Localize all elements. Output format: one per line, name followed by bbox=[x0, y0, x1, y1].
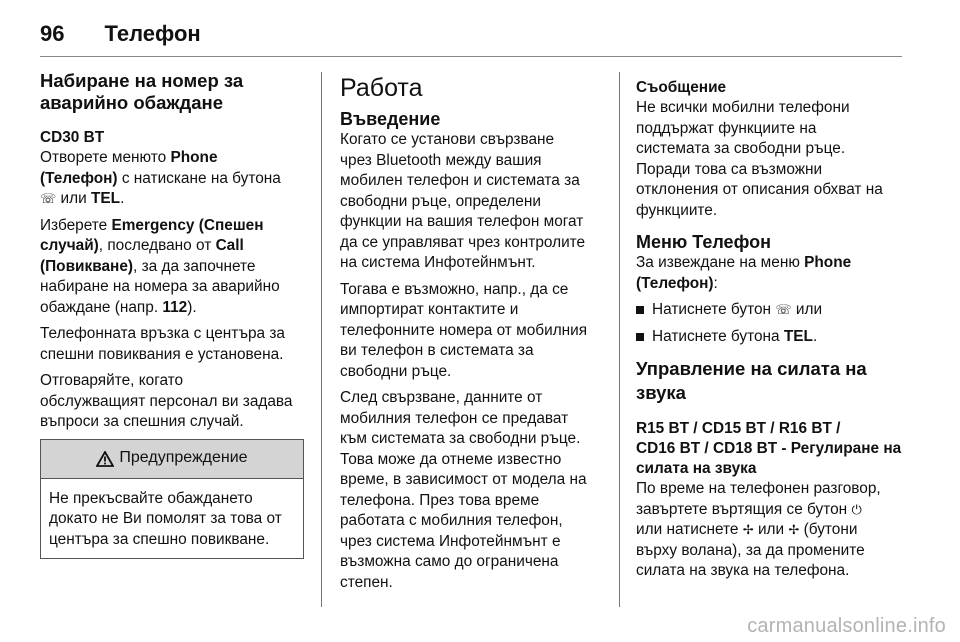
phone-menu-intro: За извеждане на меню Phone (Телефон): bbox=[636, 254, 852, 292]
emergency-paragraph-1: Отворете менюто Phone (Телефон) с натискане на бутона ☏ или TEL. bbox=[40, 148, 304, 210]
note-text: Не всички мобилни телефони поддържат функциите на системата за свободни ръце. Поради това са възможни отклонения от описания обхват на функциите. bbox=[636, 99, 883, 219]
warning-text: Не прекъсвайте обаждането докато не Ви помолят за това от центъра за спешно повикване. bbox=[49, 489, 282, 548]
note-title: Съобщение bbox=[636, 79, 727, 96]
intro-paragraph-2: Тогава е възможно, напр., да се импортират контактите и телефонните номера от мобилния ви телефон в системата за свободни ръце. bbox=[340, 280, 588, 380]
phone-icon: ☏ bbox=[775, 302, 792, 317]
power-knob-icon: ⏻ bbox=[851, 501, 862, 517]
chapter-title: Телефон bbox=[104, 21, 201, 46]
column-middle bbox=[340, 70, 604, 599]
list-item: Натиснете бутон ☏ или bbox=[636, 300, 904, 321]
header-divider bbox=[40, 56, 902, 57]
column-right bbox=[636, 70, 904, 588]
volume-heading: Управление на силата на звука bbox=[636, 358, 867, 403]
phone-icon: ☏ bbox=[40, 191, 57, 206]
volume-subheading: R15 BT / CD15 BT / R16 BT / CD16 BT / CD18 BT - Регулиране на силата на звука bbox=[636, 420, 902, 477]
emergency-paragraph-3: Телефонната връзка с центъра за спешни повиквания е установена. bbox=[40, 325, 285, 363]
intro-paragraph-1: Когато се установи свързване чрез Bluetooth между вашия мобилен телефон и системата за свободни ръце, определени функции на вашия телефон могат да се управляват чрез контролите на система Инфотейнмънт. bbox=[340, 131, 586, 271]
page-header bbox=[40, 14, 902, 54]
warning-box bbox=[40, 439, 304, 560]
volume-up-icon: ✢ bbox=[742, 522, 754, 537]
column-divider-1 bbox=[321, 72, 322, 607]
emergency-paragraph-2: Изберете Emergency (Спешен случай), последвано от Call (Повикване), за да започнете набиране на номера за аварийно обаждане (напр. 112). bbox=[40, 216, 280, 316]
cd30-subheading: CD30 BT bbox=[40, 129, 105, 146]
phone-menu-heading: Меню Телефон bbox=[636, 232, 771, 252]
column-divider-2 bbox=[619, 72, 620, 607]
warning-title: Предупреждение bbox=[119, 449, 248, 467]
warning-header bbox=[41, 440, 303, 479]
watermark: carmanualsonline.info bbox=[747, 615, 946, 637]
phone-menu-list bbox=[636, 300, 904, 347]
column-left bbox=[40, 70, 304, 559]
page-number: 96 bbox=[40, 21, 65, 46]
volume-down-icon: ✢ bbox=[788, 522, 800, 537]
emergency-paragraph-4: Отговаряйте, когато обслужващият персонал ви задава въпроси за спешния случай. bbox=[40, 372, 293, 430]
operation-heading: Работа bbox=[340, 74, 423, 102]
emergency-call-heading: Набиране на номер за аварийно обаждане bbox=[40, 70, 244, 113]
volume-text: По време на телефонен разговор, завъртете въртящия се бутон ⏻ или натиснете ✢ или ✢ (бутони върху волана), за да промените силата на звука на телефона. bbox=[636, 480, 881, 579]
introduction-heading: Въведение bbox=[340, 109, 441, 129]
list-item: Натиснете бутона TEL. bbox=[636, 327, 904, 348]
intro-paragraph-3: След свързване, данните от мобилния телефон се предават към системата за свободни ръце. Това може да отнеме известно време, в зависимост от модела на телефона. През това време работата с мобилния телефон, чрез система Инфотейнмънт е възможна само до ограничена степен. bbox=[340, 389, 587, 591]
warning-icon bbox=[96, 451, 114, 467]
